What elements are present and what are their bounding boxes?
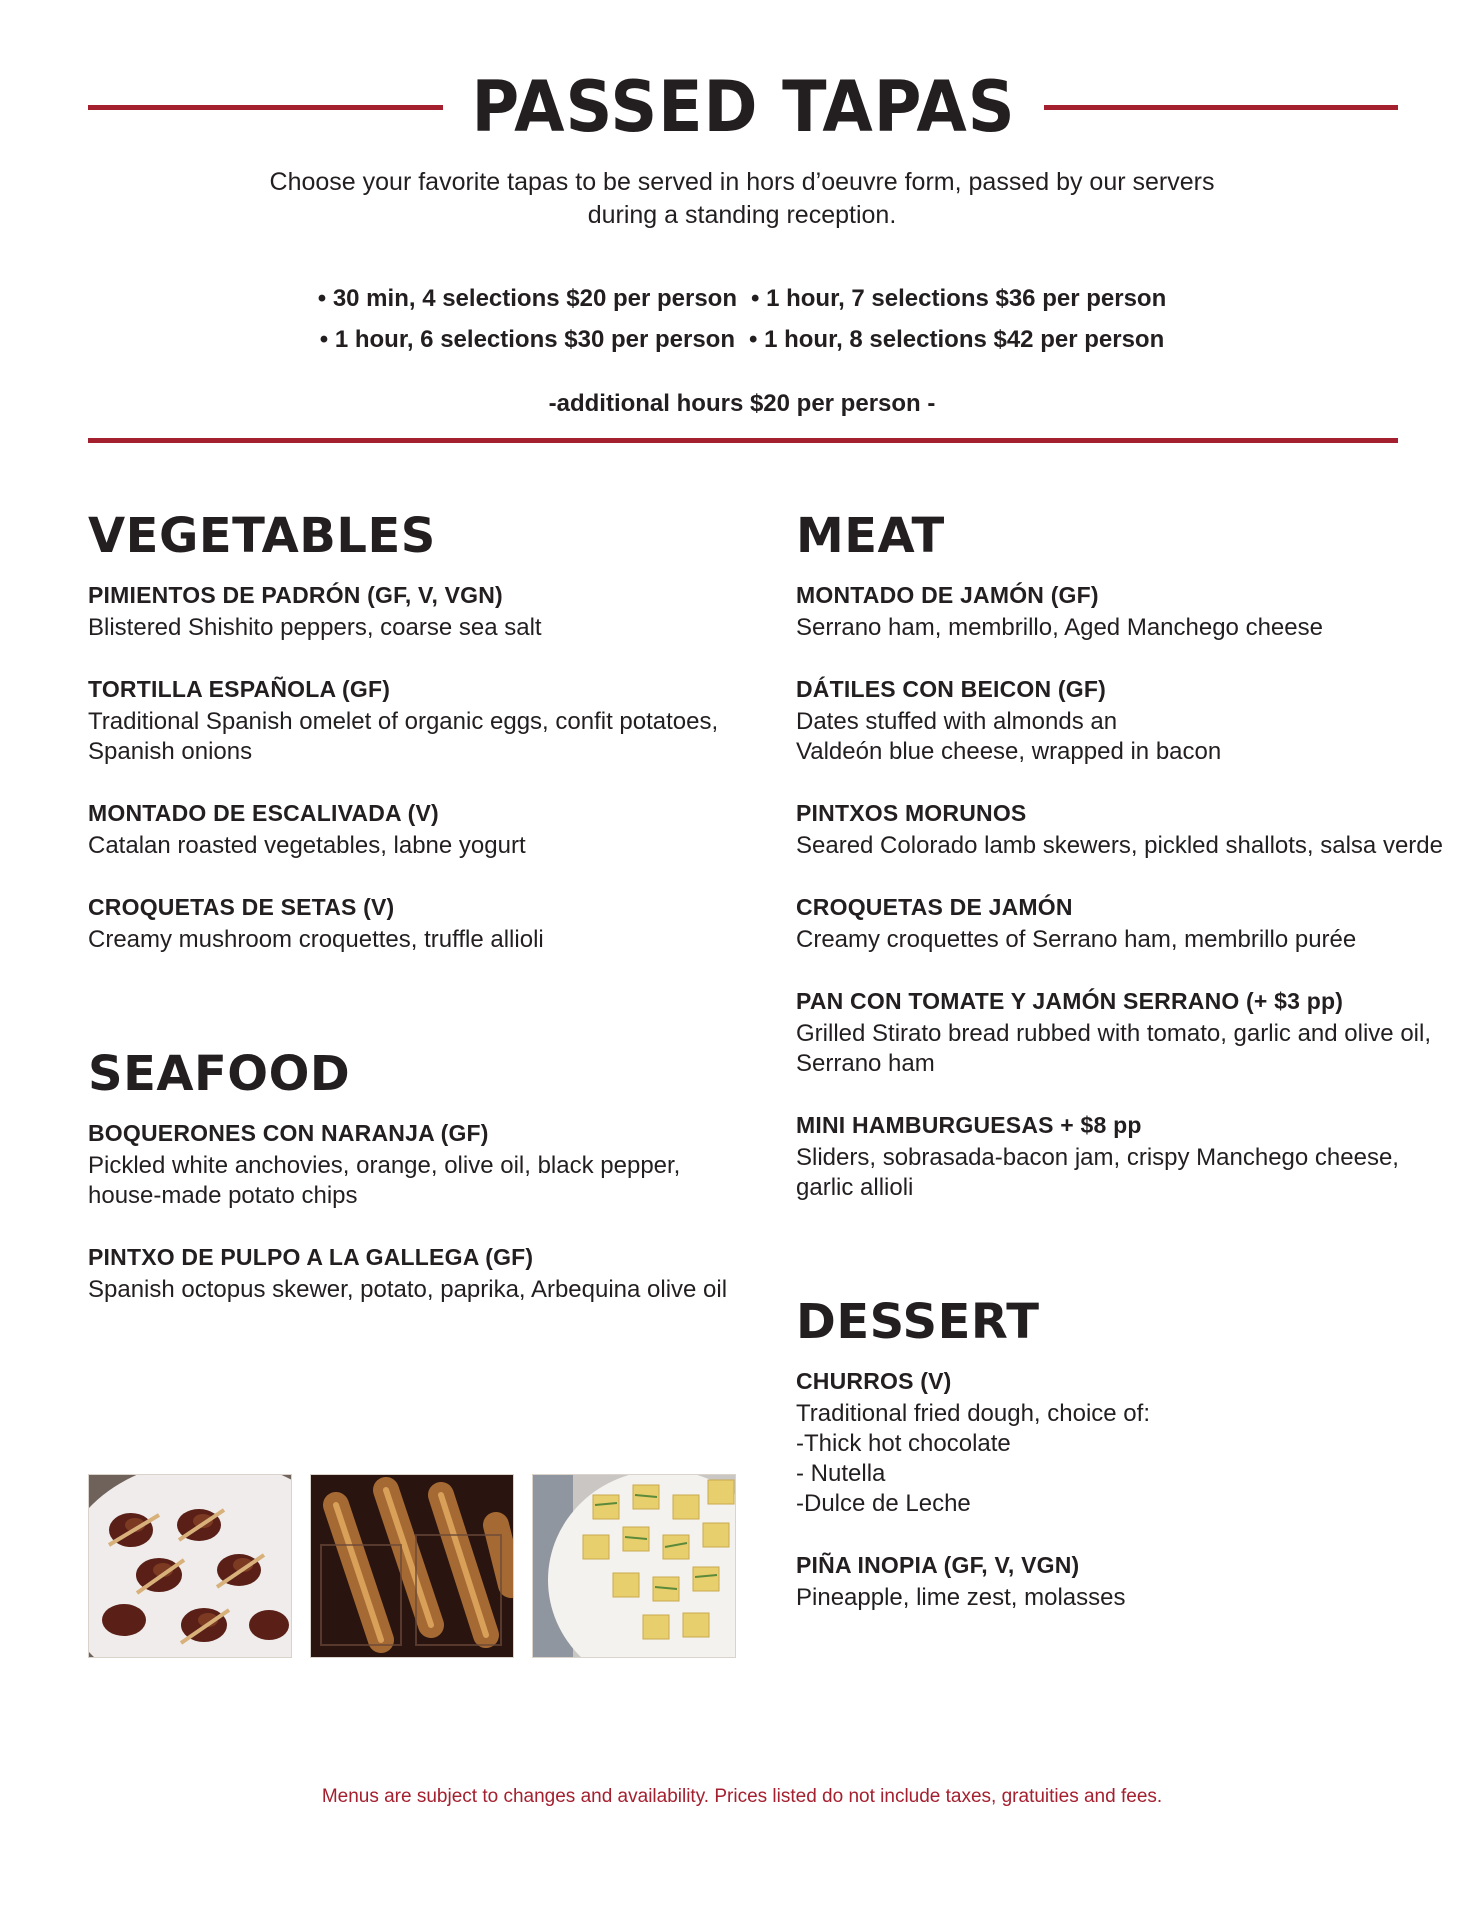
section-meat	[796, 504, 1446, 1203]
footer-disclaimer: Menus are subject to changes and availability. Prices listed do not include taxes, gratuities and fees.	[321, 1786, 1163, 1807]
item-name: PINTXOS MORUNOS	[796, 800, 1027, 826]
pricing-list	[260, 278, 1224, 360]
menu-item	[796, 892, 1446, 955]
item-name: DÁTILES CON BEICON (GF)	[796, 676, 1106, 702]
header-divider	[88, 438, 1398, 443]
additional-hours-note: -additional hours $20 per person -	[548, 390, 936, 417]
item-description: Pickled white anchovies, orange, olive oil, black pepper, house-made potato chips	[88, 1152, 681, 1209]
item-description: Pineapple, lime zest, molasses	[796, 1584, 1126, 1611]
section-vegetables	[88, 504, 738, 955]
item-name: CROQUETAS DE SETAS (V)	[88, 894, 395, 920]
item-name: CROQUETAS DE JAMÓN	[796, 894, 1073, 920]
right-column	[796, 504, 1446, 1644]
menu-item	[796, 986, 1446, 1079]
menu-item	[796, 1550, 1446, 1613]
section-title: MEAT	[796, 508, 945, 564]
item-name: MINI HAMBURGUESAS + $8 pp	[796, 1112, 1142, 1138]
price-option: • 1 hour, 6 selections $30 per person	[319, 326, 735, 353]
title-rule-right	[1044, 105, 1399, 110]
page-title: PASSED TAPAS	[470, 66, 1016, 148]
pricing-row	[260, 319, 1224, 360]
title-rule-left	[88, 105, 443, 110]
menu-item	[88, 892, 738, 955]
menu-item	[796, 1366, 1446, 1519]
item-name: TORTILLA ESPAÑOLA (GF)	[88, 676, 391, 702]
left-column	[88, 504, 738, 1336]
menu-item	[796, 674, 1446, 767]
menu-item	[796, 580, 1446, 643]
photo-tortilla-bites	[532, 1474, 736, 1658]
section-title: DESSERT	[796, 1294, 1040, 1350]
item-description: Seared Colorado lamb skewers, pickled shallots, salsa verde	[796, 832, 1443, 859]
item-name: MONTADO DE JAMÓN (GF)	[796, 582, 1099, 608]
item-description: Spanish octopus skewer, potato, paprika, Arbequina olive oil	[88, 1276, 728, 1303]
item-name: PIMIENTOS DE PADRÓN (GF, V, VGN)	[88, 582, 503, 608]
item-name: PAN CON TOMATE Y JAMÓN SERRANO (+ $3 pp)	[796, 988, 1344, 1014]
item-description: Creamy mushroom croquettes, truffle allioli	[88, 926, 544, 953]
item-description: Creamy croquettes of Serrano ham, membrillo purée	[796, 926, 1357, 953]
intro-text: Choose your favorite tapas to be served in hors d’oeuvre form, passed by our servers during a standing reception.	[269, 168, 1215, 229]
photo-bacon-dates	[88, 1474, 292, 1658]
menu-item	[88, 674, 738, 767]
item-name: BOQUERONES CON NARANJA (GF)	[88, 1120, 489, 1146]
section-title: VEGETABLES	[88, 508, 436, 564]
menu-item	[88, 580, 738, 643]
price-option: • 1 hour, 8 selections $42 per person	[749, 326, 1165, 353]
food-photos	[88, 1474, 736, 1658]
menu-item	[796, 1110, 1446, 1203]
item-description: Grilled Stirato bread rubbed with tomato, garlic and olive oil, Serrano ham	[796, 1020, 1431, 1077]
item-name: CHURROS (V)	[796, 1368, 952, 1394]
item-description: Catalan roasted vegetables, labne yogurt	[88, 832, 526, 859]
section-spacer	[796, 1234, 1446, 1290]
section-spacer	[88, 986, 738, 1042]
pricing-row	[260, 278, 1224, 319]
item-name: PINTXO DE PULPO A LA GALLEGA (GF)	[88, 1244, 534, 1270]
item-description: Dates stuffed with almonds an Valdeón blue cheese, wrapped in bacon	[796, 708, 1222, 765]
menu-item	[796, 798, 1446, 861]
menu-item	[88, 1242, 738, 1305]
item-description: Traditional fried dough, choice of: -Thick hot chocolate - Nutella -Dulce de Leche	[796, 1400, 1150, 1517]
photo-churros	[310, 1474, 514, 1658]
section-dessert	[796, 1290, 1446, 1613]
section-seafood	[88, 1042, 738, 1305]
item-name: MONTADO DE ESCALIVADA (V)	[88, 800, 439, 826]
section-title: SEAFOOD	[88, 1046, 351, 1102]
price-option: • 1 hour, 7 selections $36 per person	[751, 285, 1167, 312]
price-option: • 30 min, 4 selections $20 per person	[317, 285, 737, 312]
item-description: Traditional Spanish omelet of organic eggs, confit potatoes, Spanish onions	[88, 708, 719, 765]
title-row	[88, 62, 1398, 152]
menu-item	[88, 1118, 738, 1211]
item-description: Sliders, sobrasada-bacon jam, crispy Manchego cheese, garlic allioli	[796, 1144, 1399, 1201]
item-description: Blistered Shishito peppers, coarse sea salt	[88, 614, 542, 641]
item-description: Serrano ham, membrillo, Aged Manchego cheese	[796, 614, 1323, 641]
item-name: PIÑA INOPIA (GF, V, VGN)	[796, 1552, 1080, 1578]
menu-item	[88, 798, 738, 861]
